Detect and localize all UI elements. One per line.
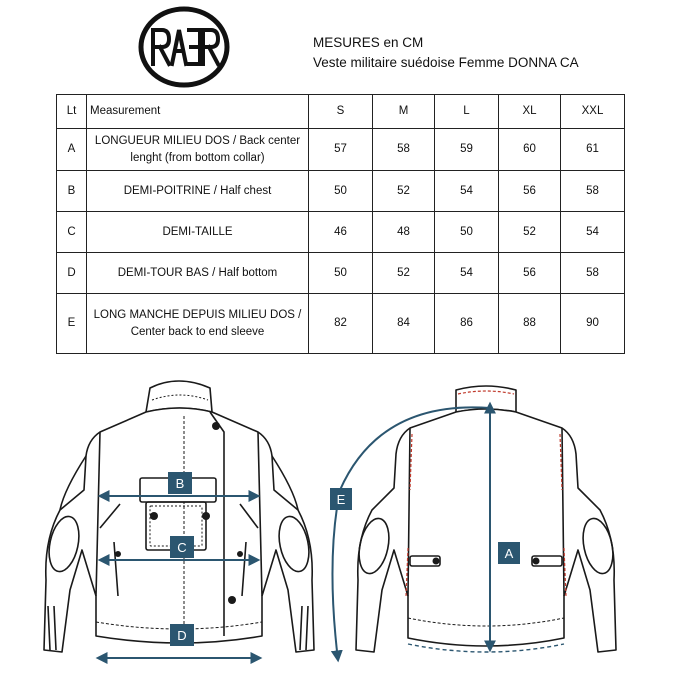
row-measurement: DEMI-POITRINE / Half chest <box>87 171 309 212</box>
row-measurement: DEMI-TAILLE <box>87 212 309 253</box>
header-cell-measurement: Measurement <box>87 95 309 129</box>
row-value: 58 <box>373 129 435 171</box>
svg-text:B: B <box>175 476 185 491</box>
header-cell-xl: XL <box>499 95 561 129</box>
row-letter: C <box>57 212 87 253</box>
row-value: 50 <box>309 171 373 212</box>
row-measurement: LONG MANCHE DEPUIS MILIEU DOS / Center back to end sleeve <box>87 294 309 354</box>
marker-d <box>170 624 194 646</box>
marker-a <box>498 542 520 564</box>
header-cell-lt: Lt <box>57 95 87 129</box>
jacket-front-drawing <box>44 381 314 652</box>
size-table <box>56 94 625 354</box>
table-row <box>57 253 625 294</box>
header-cell-s: S <box>309 95 373 129</box>
header-unit-line: MESURES en CM <box>313 35 424 50</box>
table-row <box>57 294 625 354</box>
row-value: 88 <box>499 294 561 354</box>
row-value: 50 <box>309 253 373 294</box>
row-value: 48 <box>373 212 435 253</box>
row-value: 90 <box>561 294 625 354</box>
row-value: 52 <box>499 212 561 253</box>
row-letter: E <box>57 294 87 354</box>
row-value: 50 <box>435 212 499 253</box>
table-row <box>57 129 625 171</box>
row-value: 54 <box>435 171 499 212</box>
row-value: 82 <box>309 294 373 354</box>
row-value: 86 <box>435 294 499 354</box>
row-value: 46 <box>309 212 373 253</box>
marker-e <box>330 488 352 510</box>
row-value: 59 <box>435 129 499 171</box>
table-header-row <box>57 95 625 129</box>
row-measurement: DEMI-TOUR BAS / Half bottom <box>87 253 309 294</box>
header <box>313 33 579 73</box>
row-letter: D <box>57 253 87 294</box>
marker-b <box>168 472 192 494</box>
header-product-line: Veste militaire suédoise Femme DONNA CA <box>313 55 579 70</box>
row-value: 52 <box>373 253 435 294</box>
row-value: 58 <box>561 171 625 212</box>
svg-text:E: E <box>336 492 346 507</box>
row-letter: A <box>57 129 87 171</box>
row-value: 61 <box>561 129 625 171</box>
svg-text:C: C <box>177 540 187 555</box>
svg-text:A: A <box>504 546 514 561</box>
row-value: 52 <box>373 171 435 212</box>
table-row <box>57 171 625 212</box>
row-value: 54 <box>435 253 499 294</box>
row-value: 57 <box>309 129 373 171</box>
brand-logo <box>138 6 230 88</box>
row-value: 56 <box>499 253 561 294</box>
row-value: 54 <box>561 212 625 253</box>
marker-c <box>170 536 194 558</box>
header-cell-xxl: XXL <box>561 95 625 129</box>
row-measurement: LONGUEUR MILIEU DOS / Back center lenght (from bottom collar) <box>87 129 309 171</box>
header-cell-l: L <box>435 95 499 129</box>
table-row <box>57 212 625 253</box>
header-cell-m: M <box>373 95 435 129</box>
svg-text:D: D <box>177 628 187 643</box>
row-value: 60 <box>499 129 561 171</box>
row-letter: B <box>57 171 87 212</box>
row-value: 56 <box>499 171 561 212</box>
row-value: 58 <box>561 253 625 294</box>
row-value: 84 <box>373 294 435 354</box>
jacket-diagram <box>0 360 680 676</box>
